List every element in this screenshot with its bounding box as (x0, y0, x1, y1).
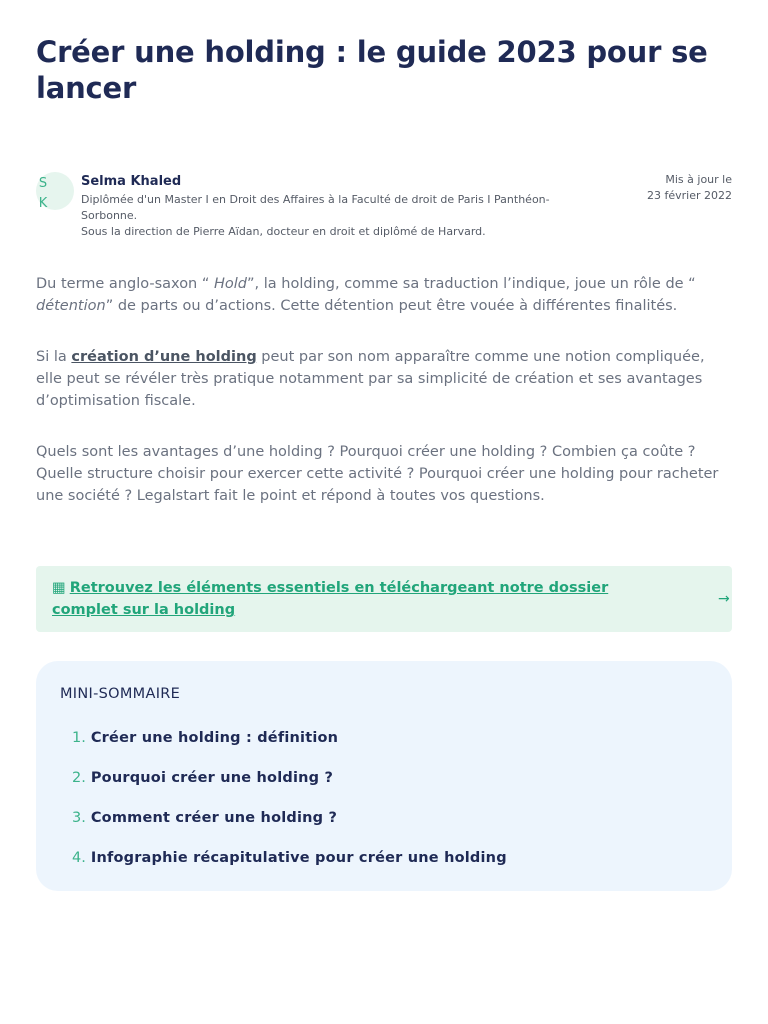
toc-link[interactable]: Comment créer une holding ? (90, 810, 338, 826)
updated-value: 23 février 2022 (646, 189, 732, 202)
toc-number: 1. (72, 730, 86, 746)
mini-summary-list (72, 726, 507, 886)
toc-item-definition[interactable] (72, 726, 507, 766)
intro-p2-after: peut par son nom apparaître comme une notion compliquée, elle peut se révéler très pratique notamment par sa simplicité de création et ses avantages d’optimisation fiscale. (36, 349, 705, 409)
author-block (36, 172, 732, 244)
intro-p1-mid: ”, la holding, comme sa traduction l’indique, joue un rôle de “ (247, 276, 696, 292)
intro-p2-before: Si la (36, 349, 72, 365)
mini-summary (36, 661, 732, 891)
toc-number: 3. (72, 810, 86, 826)
toc-link[interactable]: Pourquoi créer une holding ? (90, 770, 334, 786)
intro-p1-after: ” de parts ou d’actions. Cette détention peut être vouée à différentes finalités. (105, 298, 678, 314)
toc-item-pourquoi[interactable] (72, 766, 507, 806)
cta-text (52, 577, 672, 621)
avatar-initials: SK (38, 176, 48, 211)
toc-item-comment[interactable] (72, 806, 507, 846)
toc-item-infographie[interactable] (72, 846, 507, 886)
download-dossier-banner[interactable] (36, 566, 732, 632)
arrow-right-icon[interactable]: → (718, 591, 730, 607)
author-bio-line1: Diplômée d'un Master I en Droit des Affaires à la Faculté de droit de Paris I Panthéon-Sorbonne. (81, 193, 550, 222)
toc-number: 4. (72, 850, 86, 866)
creation-holding-link[interactable]: création d’une holding (71, 349, 257, 365)
intro-p1-detention: détention (36, 298, 106, 314)
updated-label: Mis à jour le (665, 173, 732, 186)
updated-date (582, 172, 732, 204)
intro-p1-hold: Hold (213, 276, 247, 292)
toc-number: 2. (72, 770, 86, 786)
toc-link[interactable]: Infographie récapitulative pour créer une holding (90, 850, 507, 866)
mini-summary-title: MINI-SOMMAIRE (60, 686, 181, 702)
avatar (36, 172, 74, 210)
toc-link[interactable]: Créer une holding : définition (90, 730, 339, 746)
author-info (81, 172, 601, 240)
download-dossier-link[interactable]: Retrouvez les éléments essentiels en téléchargeant notre dossier complet sur la holding (52, 580, 609, 618)
intro-paragraph-3: Quels sont les avantages d’une holding ? Pourquoi créer une holding ? Combien ça coûte ? Quelle structure choisir pour exercer cette activité ? Pourquoi créer une holding pour racheter une société ? Legalstart fait le point et répond à toutes vos questions. (36, 444, 719, 504)
intro-paragraph-1 (36, 273, 732, 317)
document-icon: ▦ (52, 580, 66, 596)
intro-p1-before: Du terme anglo-saxon “ (36, 276, 214, 292)
page-title: Créer une holding : le guide 2023 pour se lancer (36, 35, 708, 105)
author-bio-line2: Sous la direction de Pierre Aïdan, docteur en droit et diplômé de Harvard. (81, 225, 486, 238)
author-name[interactable]: Selma Khaled (81, 174, 182, 189)
intro-paragraph-2 (36, 346, 732, 412)
